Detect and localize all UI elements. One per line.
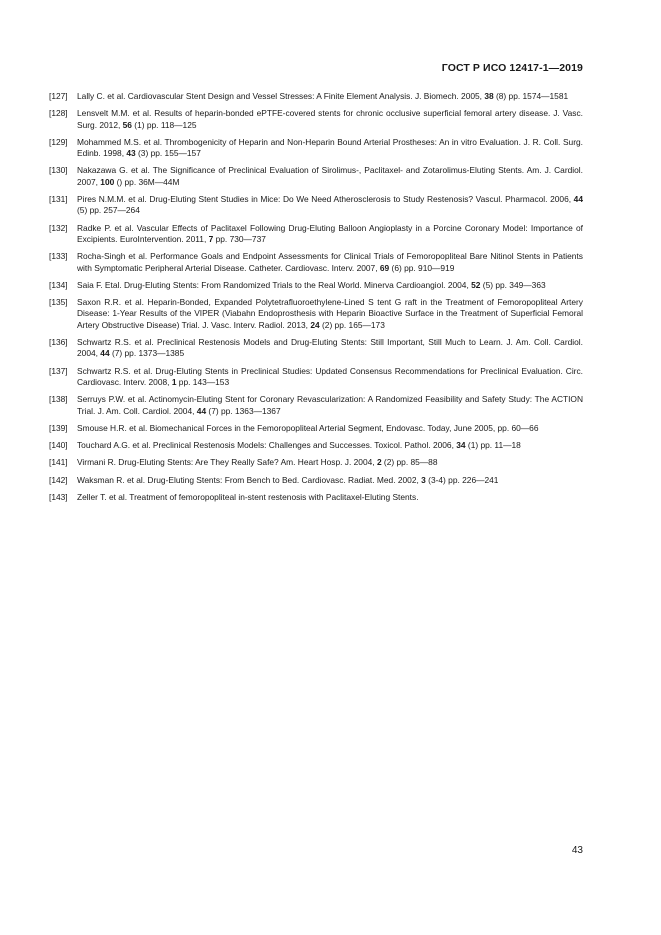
reference-number: [136] [49,337,68,348]
reference-volume: 1 [171,376,177,387]
reference-text [77,137,583,160]
reference-text [77,251,583,274]
reference-item [49,457,583,468]
reference-text [77,223,583,246]
page-header: ГОСТ Р ИСО 12417-1—2019 [441,62,583,74]
reference-number: [143] [49,492,68,503]
reference-text [77,440,583,451]
reference-segment: Zeller T. et al. Treatment of femoropopliteal in-stent restenosis with Paclitaxel-Eluting Stents. [77,492,419,503]
reference-segment: (3-4) pp. 226—241 [425,474,499,485]
reference-item [49,394,583,417]
reference-segment: (5) pp. 257—264 [77,205,140,216]
reference-volume: 44 [196,405,207,416]
reference-text [77,394,583,417]
reference-volume: 3 [421,474,426,485]
reference-number: [132] [49,222,68,233]
reference-number: [134] [49,279,68,290]
reference-item [49,194,583,217]
reference-segment: (6) pp. 910—919 [389,262,455,273]
reference-segment: (7) pp. 1363—1367 [206,405,281,416]
reference-volume: 2 [376,457,382,468]
reference-segment: Virmani R. Drug-Eluting Stents: Are They Really Safe? Am. Heart Hosp. J. 2004, [77,457,377,468]
reference-segment: (1) pp. 11—18 [465,440,521,451]
reference-list [49,91,583,509]
reference-text [77,366,583,389]
reference-segment: Schwartz R.S. et al. Drug-Eluting Stents in Preclinical Studies: Updated Consensus Recommendations for Preclinical Evaluation. Circ. Cardiovasc. Interv. 2008, [77,365,583,387]
reference-item [49,280,583,291]
reference-text [77,337,583,360]
reference-number: [131] [49,194,68,205]
reference-text [77,165,583,188]
reference-text [77,280,583,291]
reference-segment: Saxon R.R. et al. Heparin-Bonded, Expanded Polytetrafluoroethylene-Lined S tent G raft in the Treatment of Femoropopliteal Artery Disease: 1-Year Results of the VIPER (Viabahn Endoprosthesis with Heparin Bioactive Surface in the Treatment of Superficial Femoral Artery Obstructive Disease) Trial. J. Vasc. Interv. Radiol. 2013, [77,297,583,330]
reference-number: [142] [49,474,68,485]
reference-text [77,91,583,102]
reference-number: [137] [49,365,68,376]
reference-text [77,297,583,331]
reference-number: [128] [49,108,68,119]
reference-item [49,251,583,274]
reference-segment: Radke P. et al. Vascular Effects of Paclitaxel Following Drug-Eluting Balloon Angioplasty in a Porcine Coronary Model: Importance of Excipients. EuroIntervention. 2011, [77,222,583,244]
reference-segment: Schwartz R.S. et al. Preclinical Restenosis Models and Drug-Eluting Stents: Still Important, Still Much to Learn. J. Am. Coll. Cardiol. 2004, [77,337,583,359]
reference-text [77,492,583,503]
reference-item [49,137,583,160]
reference-segment: pp. 730—737 [213,233,266,244]
reference-item [49,108,583,131]
reference-text [77,475,583,486]
reference-number: [140] [49,440,68,451]
reference-volume: 38 [484,91,494,101]
reference-segment: Saia F. Etal. Drug-Eluting Stents: From Randomized Trials to the Real World. Minerva Cardioangiol. 2004, [77,279,472,290]
reference-volume: 7 [208,233,214,244]
reference-item [49,366,583,389]
reference-number: [141] [49,457,68,468]
reference-volume: 100 [100,176,115,187]
reference-segment: (7) pp. 1373—1385 [109,348,185,359]
reference-volume: 44 [100,348,110,359]
reference-segment: () pp. 36M—44M [114,176,180,187]
reference-item [49,91,583,102]
reference-number: [139] [49,422,68,433]
reference-segment: Rocha-Singh et al. Performance Goals and Endpoint Assessments for Clinical Trials of Femoropopliteal Bare Nitinol Stents in Patients with Symptomatic Peripheral Arterial Disease. Catheter. Cardiovasc. Interv. 2007, [77,251,583,273]
reference-segment: (1) pp. 118—125 [131,119,197,130]
reference-segment: Waksman R. et al. Drug-Eluting Stents: From Bench to Bed. Cardiovasc. Radiat. Med. 2002, [77,474,422,485]
reference-volume: 69 [379,262,390,273]
reference-item [49,440,583,451]
reference-volume: 24 [310,319,320,330]
reference-segment: (2) pp. 85—88 [381,457,438,468]
reference-volume: 34 [456,440,466,451]
reference-number: [133] [49,251,68,262]
reference-segment: Lally C. et al. Cardiovascular Stent Design and Vessel Stresses: A Finite Element Analysis. J. Biomech. 2005, [77,91,485,101]
reference-text [77,108,583,131]
reference-item [49,337,583,360]
reference-item [49,297,583,331]
reference-text [77,457,583,468]
reference-segment: (8) pp. 1574—1581 [493,91,569,101]
reference-segment: Touchard A.G. et al. Preclinical Restenosis Models: Challenges and Successes. Toxicol. Pathol. 2006, [77,440,457,451]
reference-volume: 56 [122,119,132,130]
reference-segment: Smouse H.R. et al. Biomechanical Forces in the Femoropopliteal Arterial Segment, Endovasc. Today, June 2005, pp. 60—66 [77,422,539,433]
reference-number: [138] [49,394,68,405]
reference-volume: 43 [126,148,136,159]
reference-text [77,423,583,434]
reference-volume: 52 [471,279,481,290]
reference-text [77,194,583,217]
reference-segment: (5) pp. 349—363 [480,279,546,290]
reference-number: [127] [49,91,68,101]
reference-segment: Lensvelt M.M. et al. Results of heparin-bonded ePTFE-covered stents for chronic occlusive superficial femoral artery disease. J. Vasc. Surg. 2012, [77,108,583,130]
reference-item [49,223,583,246]
reference-item [49,165,583,188]
reference-segment: Nakazawa G. et al. The Significance of Preclinical Evaluation of Sirolimus-, Paclitaxel- and Zotarolimus-Eluting Stents. Am. J. Cardiol. 2007, [77,165,583,187]
reference-segment: Mohammed M.S. et al. Thrombogenicity of Heparin and Non-Heparin Bound Arterial Prostheses: An in vitro Evaluation. J. R. Coll. Surg. Edinb. 1998, [77,136,583,159]
reference-number: [129] [49,136,68,147]
reference-volume: 44 [573,194,583,205]
reference-item [49,492,583,503]
page-number: 43 [571,845,583,856]
reference-segment: Serruys P.W. et al. Actinomycin-Eluting Stent for Coronary Revascularization: A Randomized Feasibility and Safety Study: The ACTION Trial. J. Am. Coll. Cardiol. 2004, [77,394,583,416]
reference-item [49,475,583,486]
reference-item [49,423,583,434]
reference-segment: (2) pp. 165—173 [319,319,385,330]
reference-segment: (3) pp. 155—157 [135,148,201,159]
reference-number: [130] [49,165,68,176]
reference-segment: pp. 143—153 [176,376,230,387]
reference-segment: Pires N.M.M. et al. Drug-Eluting Stent Studies in Mice: Do We Need Atherosclerosis to Study Restenosis? Vascul. Pharmacol. 2006, [77,194,574,205]
reference-number: [135] [49,297,68,308]
